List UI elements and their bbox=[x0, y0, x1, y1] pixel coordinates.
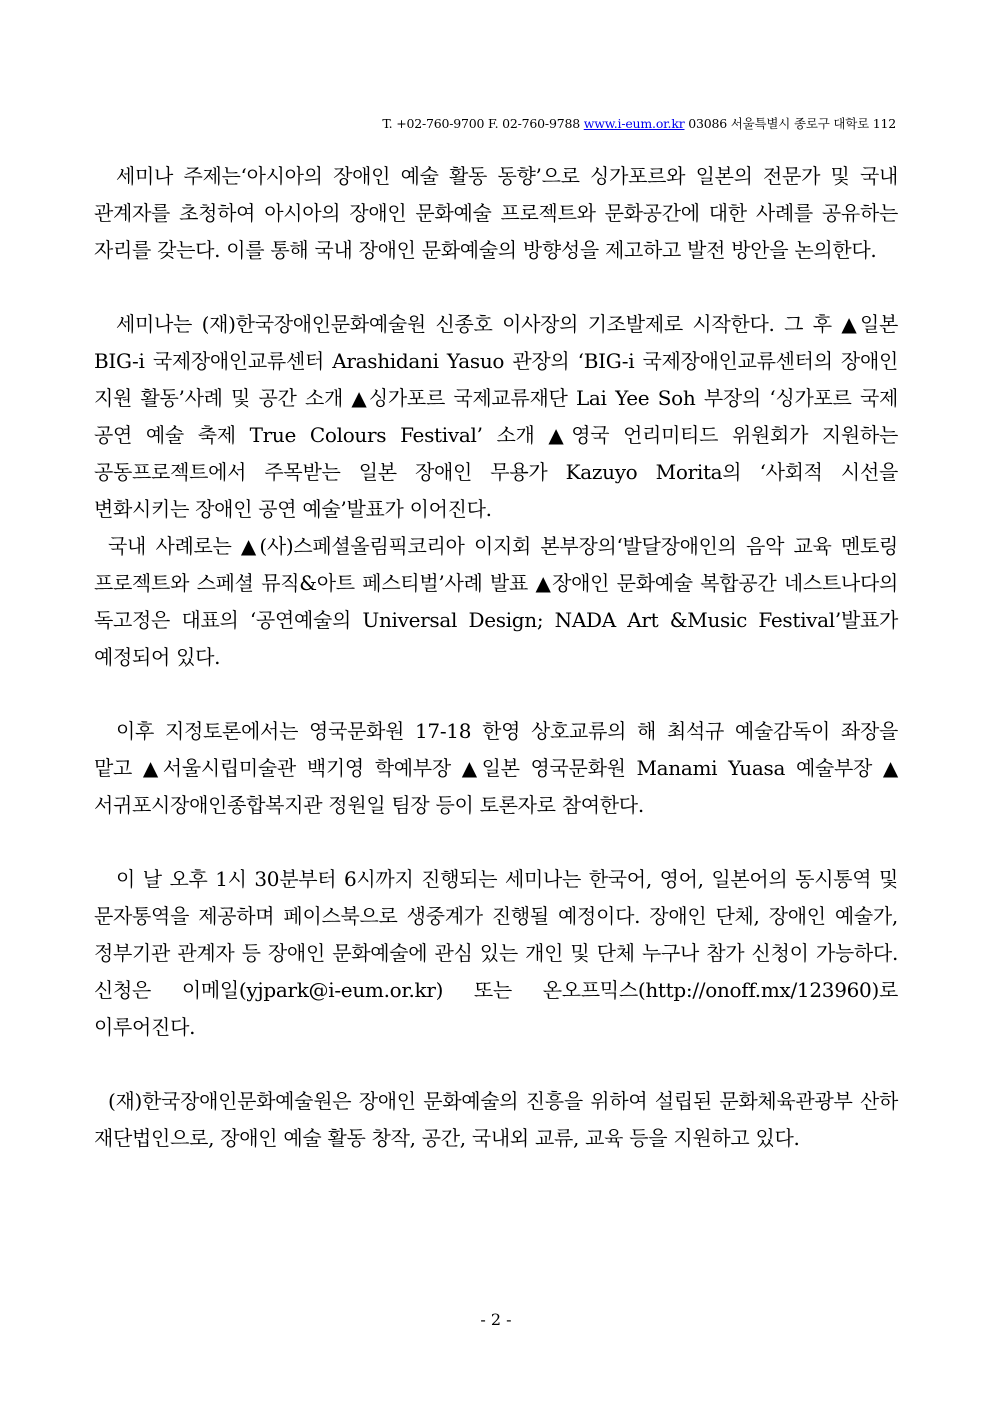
paragraph-gap bbox=[94, 1046, 898, 1083]
page-header bbox=[382, 114, 896, 132]
address: 03086 서울특별시 종로구 대학로 112 bbox=[684, 116, 896, 131]
paragraph-organization-info: (재)한국장애인문화예술원은 장애인 문화예술의 진흥을 위하여 설립된 문화체육관광부 산하 재단법인으로, 장애인 예술 활동 창작, 공간, 국내외 교류, 교육 등을 지원하고 있다. bbox=[94, 1089, 898, 1150]
website-link[interactable]: www.i-eum.or.kr bbox=[583, 116, 685, 131]
paragraph-schedule-registration: 이 날 오후 1시 30분부터 6시까지 진행되는 세미나는 한국어, 영어, 일본어의 동시통역 및 문자통역을 제공하며 페이스북으로 생중계가 진행될 예정이다. 장애인 단체, 장애인 예술가, 정부기관 관계자 등 장애인 문화예술에 관심 있는 개인 및 단체 누구나 참가 신청이 가능하다. 신청은 이메일(yjpark@i-eum.or.kr) 또는 온오프믹스(http://onoff.mx/123960)로 이루어진다. bbox=[94, 867, 898, 1039]
contact-info: T. +02-760-9700 F. 02-760-9788 bbox=[382, 116, 584, 131]
paragraph-gap bbox=[94, 269, 898, 306]
paragraph-panel-discussion: 이후 지정토론에서는 영국문화원 17-18 한영 상호교류의 해 최석규 예술감독이 좌장을 맡고 ▲서울시립미술관 백기영 학예부장 ▲일본 영국문화원 Manami Yuasa 예술부장 ▲서귀포시장애인종합복지관 정원일 팀장 등이 토론자로 참여한다. bbox=[94, 719, 898, 817]
paragraph-seminar-program: 세미나는 (재)한국장애인문화예술원 신종호 이사장의 기조발제로 시작한다. 그 후 ▲일본 BIG-i 국제장애인교류센터 Arashidani Yasuo 관장의 ‘BIG-i 국제장애인교류센터의 장애인 지원 활동’사례 및 공간 소개 ▲싱가포르 국제교류재단 Lai Yee Soh 부장의 ‘싱가포르 국제 공연 예술 축제 True Colours Festival’ 소개 ▲영국 언리미티드 위원회가 지원하는 공동프로젝트에서 주목받는 일본 장애인 무용가 Kazuyo Morita의 ‘사회적 시선을 변화시키는 장애인 공연 예술’발표가 이어진다. bbox=[94, 312, 898, 521]
page-number: - 2 - bbox=[480, 1310, 512, 1329]
paragraph-seminar-topic: 세미나 주제는‘아시아의 장애인 예술 활동 동향’으로 싱가포르와 일본의 전문가 및 국내 관계자를 초청하여 아시아의 장애인 문화예술 프로젝트와 문화공간에 대한 사례를 공유하는 자리를 갖는다. 이를 통해 국내 장애인 문화예술의 방향성을 제고하고 발전 방안을 논의한다. bbox=[94, 164, 898, 262]
paragraph-domestic-cases: 국내 사례로는 ▲(사)스페셜올림픽코리아 이지회 본부장의‘발달장애인의 음악 교육 멘토링 프로젝트와 스페셜 뮤직&아트 페스티벌’사례 발표 ▲장애인 문화예술 복합공간 네스트나다의 독고정은 대표의 ‘공연예술의 Universal Design; NADA Art &Music Festival’발표가 예정되어 있다. bbox=[94, 534, 898, 669]
paragraph-gap bbox=[94, 676, 898, 713]
document-body bbox=[94, 158, 898, 1157]
paragraph-gap bbox=[94, 824, 898, 861]
